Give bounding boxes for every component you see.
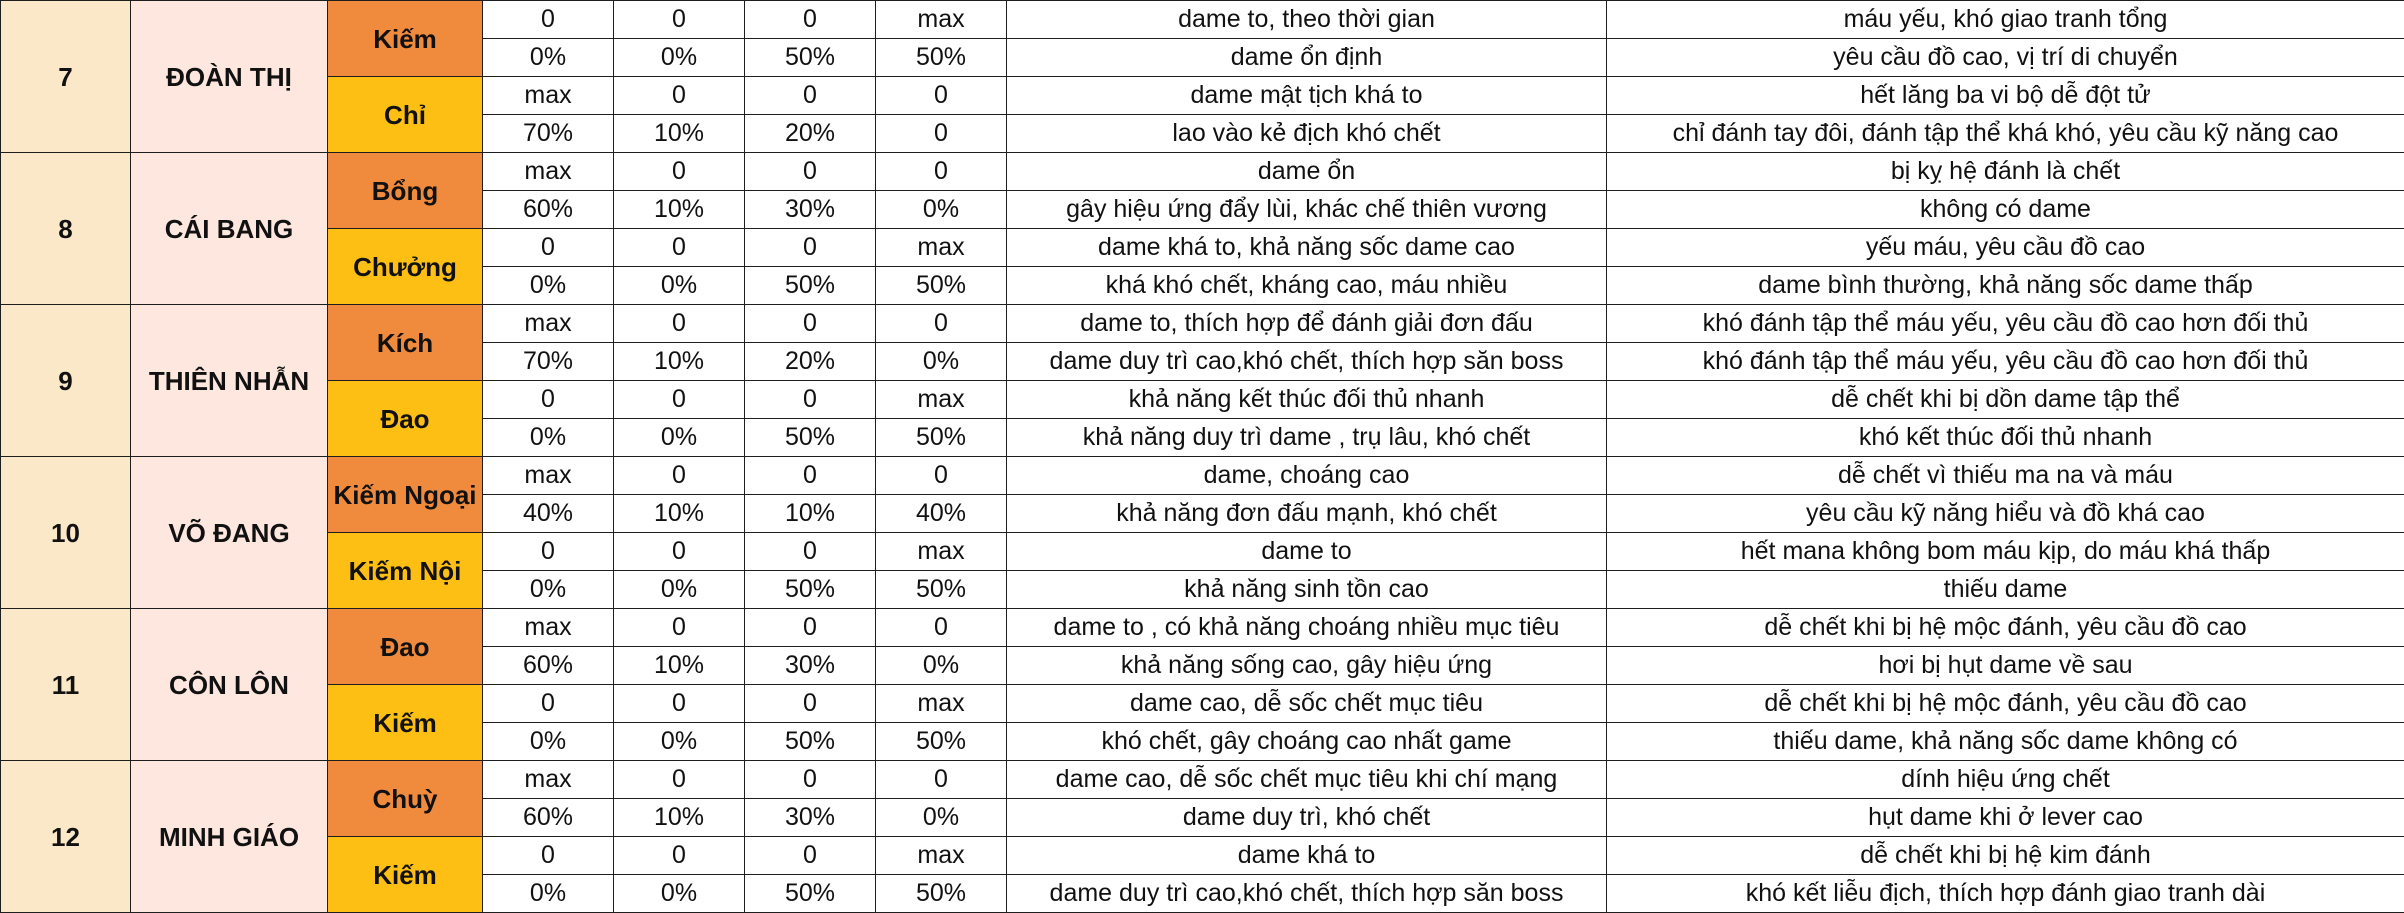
pros-cell: dame ổn định	[1007, 39, 1607, 77]
cons-cell: khó đánh tập thể máu yếu, yêu cầu đồ cao hơn đối thủ	[1607, 343, 2404, 381]
weapon-name: Chỉ	[328, 77, 483, 153]
stat-col-3: 10%	[745, 495, 876, 533]
stat-col-2: 0%	[614, 419, 745, 457]
stat-col-4: 50%	[876, 267, 1007, 305]
table-row	[1, 533, 2404, 571]
stat-col-4: max	[876, 229, 1007, 267]
stat-col-3: 50%	[745, 267, 876, 305]
table-row	[1, 153, 2404, 191]
stat-col-2: 10%	[614, 115, 745, 153]
pros-cell: khả năng sinh tồn cao	[1007, 571, 1607, 609]
weapon-name: Kiếm	[328, 685, 483, 761]
stat-col-4: 40%	[876, 495, 1007, 533]
stat-col-2: 0%	[614, 39, 745, 77]
stat-col-1: max	[483, 457, 614, 495]
stat-col-2: 0%	[614, 267, 745, 305]
stat-col-4: 0%	[876, 191, 1007, 229]
cons-cell: dễ chết khi bị hệ kim đánh	[1607, 837, 2404, 875]
table-row	[1, 837, 2404, 875]
stat-col-4: 0%	[876, 343, 1007, 381]
table-row	[1, 685, 2404, 723]
pros-cell: dame, choáng cao	[1007, 457, 1607, 495]
pros-cell: khả năng duy trì dame , trụ lâu, khó chết	[1007, 419, 1607, 457]
stat-col-1: 40%	[483, 495, 614, 533]
stat-col-1: 0	[483, 533, 614, 571]
stat-col-4: 0	[876, 609, 1007, 647]
stat-col-3: 50%	[745, 419, 876, 457]
stat-col-3: 0	[745, 229, 876, 267]
stat-col-1: max	[483, 609, 614, 647]
stat-col-3: 0	[745, 381, 876, 419]
stat-col-3: 20%	[745, 343, 876, 381]
stat-col-4: 0	[876, 115, 1007, 153]
stat-col-2: 10%	[614, 191, 745, 229]
stat-col-2: 0	[614, 153, 745, 191]
stat-col-2: 0%	[614, 571, 745, 609]
stat-col-4: max	[876, 837, 1007, 875]
stat-col-1: 0%	[483, 39, 614, 77]
stat-col-3: 0	[745, 77, 876, 115]
stat-col-2: 0	[614, 457, 745, 495]
pros-cell: dame khá to, khả năng sốc dame cao	[1007, 229, 1607, 267]
stat-col-3: 0	[745, 305, 876, 343]
pros-cell: dame duy trì cao,khó chết, thích hợp săn boss	[1007, 875, 1607, 913]
cons-cell: hơi bị hụt dame về sau	[1607, 647, 2404, 685]
stat-col-4: 0	[876, 457, 1007, 495]
sect-number: 10	[1, 457, 131, 609]
stat-col-2: 0	[614, 685, 745, 723]
stat-col-1: 0	[483, 381, 614, 419]
stat-col-1: 0	[483, 1, 614, 39]
stat-col-2: 0	[614, 609, 745, 647]
stat-col-4: max	[876, 685, 1007, 723]
stat-col-1: 0%	[483, 875, 614, 913]
table-body	[1, 1, 2404, 913]
stat-col-3: 0	[745, 837, 876, 875]
stat-col-2: 0	[614, 837, 745, 875]
stat-col-4: 0	[876, 77, 1007, 115]
stat-col-2: 0	[614, 1, 745, 39]
stat-col-4: 0	[876, 305, 1007, 343]
stat-col-4: 50%	[876, 571, 1007, 609]
pros-cell: gây hiệu ứng đẩy lùi, khác chế thiên vương	[1007, 191, 1607, 229]
table-row	[1, 761, 2404, 799]
cons-cell: dame bình thường, khả năng sốc dame thấp	[1607, 267, 2404, 305]
stat-col-3: 0	[745, 153, 876, 191]
stat-col-2: 0%	[614, 875, 745, 913]
stat-col-2: 0%	[614, 723, 745, 761]
pros-cell: dame to, theo thời gian	[1007, 1, 1607, 39]
cons-cell: dễ chết khi bị hệ mộc đánh, yêu cầu đồ cao	[1607, 685, 2404, 723]
stat-col-4: 0%	[876, 647, 1007, 685]
stat-col-1: 0%	[483, 723, 614, 761]
cons-cell: thiếu dame, khả năng sốc dame không có	[1607, 723, 2404, 761]
stat-col-2: 10%	[614, 343, 745, 381]
stat-col-4: 50%	[876, 723, 1007, 761]
cons-cell: yêu cầu đồ cao, vị trí di chuyển	[1607, 39, 2404, 77]
cons-cell: dễ chết vì thiếu ma na và máu	[1607, 457, 2404, 495]
stat-col-3: 0	[745, 609, 876, 647]
sect-name: ĐOÀN THỊ	[131, 1, 328, 153]
pros-cell: dame cao, dễ sốc chết mục tiêu khi chí mạng	[1007, 761, 1607, 799]
pros-cell: khá khó chết, kháng cao, máu nhiều	[1007, 267, 1607, 305]
stat-col-1: 0	[483, 229, 614, 267]
cons-cell: dễ chết khi bị dồn dame tập thể	[1607, 381, 2404, 419]
stat-col-1: max	[483, 77, 614, 115]
weapon-name: Chưởng	[328, 229, 483, 305]
stat-col-1: 0%	[483, 267, 614, 305]
cons-cell: khó đánh tập thể máu yếu, yêu cầu đồ cao hơn đối thủ	[1607, 305, 2404, 343]
cons-cell: hụt dame khi ở lever cao	[1607, 799, 2404, 837]
cons-cell: không có dame	[1607, 191, 2404, 229]
stat-col-4: max	[876, 381, 1007, 419]
sect-number: 9	[1, 305, 131, 457]
stat-col-2: 0	[614, 533, 745, 571]
cons-cell: khó kết liễu địch, thích hợp đánh giao tranh dài	[1607, 875, 2404, 913]
stat-col-2: 10%	[614, 495, 745, 533]
stat-col-4: 50%	[876, 875, 1007, 913]
stat-col-3: 0	[745, 533, 876, 571]
pros-cell: khả năng sống cao, gây hiệu ứng	[1007, 647, 1607, 685]
sect-number: 7	[1, 1, 131, 153]
sect-name: CÁI BANG	[131, 153, 328, 305]
stat-col-2: 0	[614, 381, 745, 419]
stat-col-1: 70%	[483, 343, 614, 381]
weapon-name: Đao	[328, 381, 483, 457]
stat-col-1: 60%	[483, 647, 614, 685]
pros-cell: dame to, thích hợp để đánh giải đơn đấu	[1007, 305, 1607, 343]
stat-col-2: 10%	[614, 799, 745, 837]
weapon-name: Kiếm Nội	[328, 533, 483, 609]
stat-col-2: 10%	[614, 647, 745, 685]
pros-cell: dame mật tịch khá to	[1007, 77, 1607, 115]
stat-col-1: 60%	[483, 191, 614, 229]
cons-cell: dễ chết khi bị hệ mộc đánh, yêu cầu đồ cao	[1607, 609, 2404, 647]
table-row	[1, 381, 2404, 419]
weapon-name: Kiếm	[328, 837, 483, 913]
cons-cell: bị kỵ hệ đánh là chết	[1607, 153, 2404, 191]
pros-cell: dame duy trì cao,khó chết, thích hợp săn boss	[1007, 343, 1607, 381]
stat-col-2: 0	[614, 761, 745, 799]
sect-number: 8	[1, 153, 131, 305]
cons-cell: chỉ đánh tay đôi, đánh tập thể khá khó, yêu cầu kỹ năng cao	[1607, 115, 2404, 153]
weapon-name: Bổng	[328, 153, 483, 229]
stat-col-3: 50%	[745, 39, 876, 77]
stat-col-4: max	[876, 533, 1007, 571]
sect-number: 11	[1, 609, 131, 761]
stat-col-3: 0	[745, 761, 876, 799]
pros-cell: dame duy trì, khó chết	[1007, 799, 1607, 837]
stat-col-3: 20%	[745, 115, 876, 153]
cons-cell: hết lăng ba vi bộ dễ đột tử	[1607, 77, 2404, 115]
sect-name: VÕ ĐANG	[131, 457, 328, 609]
cons-cell: thiếu dame	[1607, 571, 2404, 609]
table-row	[1, 1, 2404, 39]
cons-cell: khó kết thúc đối thủ nhanh	[1607, 419, 2404, 457]
stat-col-3: 30%	[745, 647, 876, 685]
stat-col-4: max	[876, 1, 1007, 39]
table-row	[1, 609, 2404, 647]
stat-col-3: 50%	[745, 875, 876, 913]
stat-col-3: 30%	[745, 799, 876, 837]
stat-col-2: 0	[614, 305, 745, 343]
pros-cell: dame ổn	[1007, 153, 1607, 191]
stat-col-3: 50%	[745, 723, 876, 761]
cons-cell: máu yếu, khó giao tranh tổng	[1607, 1, 2404, 39]
weapon-name: Kích	[328, 305, 483, 381]
stat-col-1: 70%	[483, 115, 614, 153]
stat-col-1: 0	[483, 837, 614, 875]
table-row	[1, 305, 2404, 343]
pros-cell: khả năng kết thúc đối thủ nhanh	[1007, 381, 1607, 419]
cons-cell: yêu cầu kỹ năng hiểu và đồ khá cao	[1607, 495, 2404, 533]
cons-cell: dính hiệu ứng chết	[1607, 761, 2404, 799]
pros-cell: dame to , có khả năng choáng nhiều mục tiêu	[1007, 609, 1607, 647]
stat-col-3: 0	[745, 1, 876, 39]
pros-cell: dame khá to	[1007, 837, 1607, 875]
sect-number: 12	[1, 761, 131, 913]
stat-col-4: 50%	[876, 419, 1007, 457]
stat-col-4: 50%	[876, 39, 1007, 77]
weapon-name: Kiếm Ngoại	[328, 457, 483, 533]
pros-cell: dame cao, dễ sốc chết mục tiêu	[1007, 685, 1607, 723]
stat-col-1: 0	[483, 685, 614, 723]
stat-col-4: 0	[876, 761, 1007, 799]
weapon-name: Chuỳ	[328, 761, 483, 837]
stat-col-3: 0	[745, 685, 876, 723]
stat-col-2: 0	[614, 77, 745, 115]
cons-cell: hết mana không bom máu kịp, do máu khá thấp	[1607, 533, 2404, 571]
stat-col-1: 0%	[483, 571, 614, 609]
table-row	[1, 457, 2404, 495]
stat-col-1: max	[483, 761, 614, 799]
cons-cell: yếu máu, yêu cầu đồ cao	[1607, 229, 2404, 267]
stat-col-1: max	[483, 153, 614, 191]
table-row	[1, 77, 2404, 115]
pros-cell: dame to	[1007, 533, 1607, 571]
stat-col-1: 0%	[483, 419, 614, 457]
stat-col-1: max	[483, 305, 614, 343]
stat-col-4: 0	[876, 153, 1007, 191]
pros-cell: khó chết, gây choáng cao nhất game	[1007, 723, 1607, 761]
weapon-name: Kiếm	[328, 1, 483, 77]
stat-col-3: 50%	[745, 571, 876, 609]
stat-col-4: 0%	[876, 799, 1007, 837]
stat-col-1: 60%	[483, 799, 614, 837]
stat-col-3: 0	[745, 457, 876, 495]
pros-cell: khả năng đơn đấu mạnh, khó chết	[1007, 495, 1607, 533]
weapon-name: Đao	[328, 609, 483, 685]
sect-name: THIÊN NHẪN	[131, 305, 328, 457]
sect-name: MINH GIÁO	[131, 761, 328, 913]
table-row	[1, 229, 2404, 267]
sect-name: CÔN LÔN	[131, 609, 328, 761]
pros-cell: lao vào kẻ địch khó chết	[1007, 115, 1607, 153]
stat-col-3: 30%	[745, 191, 876, 229]
stat-col-2: 0	[614, 229, 745, 267]
